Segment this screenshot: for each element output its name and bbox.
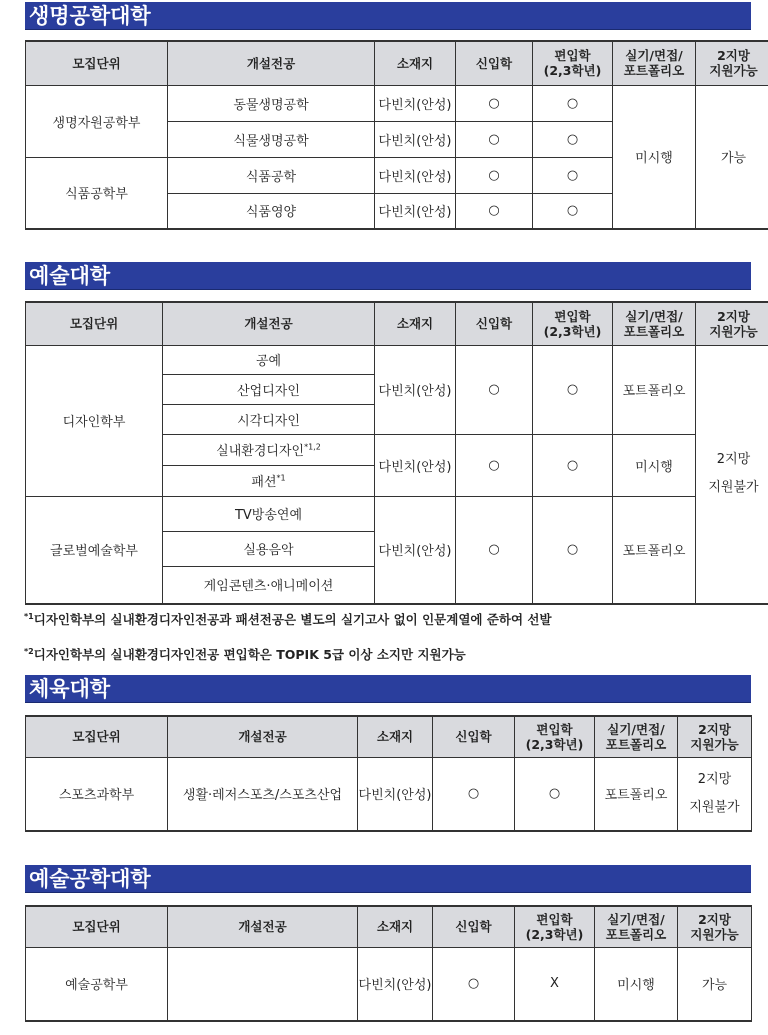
major-cell: 공예 [163, 345, 375, 374]
campus-cell: 다빈치(안성) [375, 434, 456, 496]
section-title-sports: 체육대학 [25, 675, 751, 703]
header-transfer: 편입학 (2,3학년) [515, 716, 595, 757]
campus-cell: 다빈치(안성) [375, 157, 456, 193]
transfer-cell: ○ [515, 757, 595, 831]
campus-cell: 다빈치(안성) [375, 345, 456, 434]
freshman-cell: ○ [433, 947, 515, 1021]
transfer-cell: ○ [533, 193, 613, 229]
major-cell: 식물생명공학 [168, 121, 375, 157]
second-choice-cell: 2지망 지원불가 [678, 757, 752, 831]
transfer-cell: ○ [533, 496, 613, 604]
major-cell: 실내환경디자인$^{*1,2}$ [163, 434, 375, 465]
transfer-cell: ○ [533, 345, 613, 434]
major-cell: 동물생명공학 [168, 85, 375, 121]
header-campus: 소재지 [358, 906, 433, 947]
transfer-cell: X [515, 947, 595, 1021]
major-cell: 산업디자인 [163, 374, 375, 404]
header-second-choice: 2지망 지원가능 [678, 716, 752, 757]
second-choice-cell: 가능 [678, 947, 752, 1021]
practical-cell: 미시행 [595, 947, 678, 1021]
campus-cell: 다빈치(안성) [375, 85, 456, 121]
unit-cell: 예술공학부 [26, 947, 168, 1021]
header-unit: 모집단위 [26, 906, 168, 947]
header-freshman: 신입학 [456, 41, 533, 85]
header-freshman: 신입학 [456, 302, 533, 345]
header-practical: 실기/면접/ 포트폴리오 [595, 716, 678, 757]
unit-cell: 스포츠과학부 [26, 757, 168, 831]
unit-cell: 글로벌예술학부 [26, 496, 163, 604]
header-practical: 실기/면접/ 포트폴리오 [595, 906, 678, 947]
freshman-cell: ○ [456, 345, 533, 434]
table-sports [25, 715, 752, 832]
unit-cell: 식품공학부 [26, 157, 168, 229]
freshman-cell: ○ [456, 157, 533, 193]
section-title-life-science: 생명공학대학 [25, 2, 751, 30]
header-campus: 소재지 [375, 41, 456, 85]
header-freshman: 신입학 [433, 716, 515, 757]
header-second-choice: 2지망 지원가능 [696, 302, 768, 345]
freshman-cell: ○ [456, 434, 533, 496]
freshman-cell: ○ [433, 757, 515, 831]
header-second-choice: 2지망 지원가능 [678, 906, 752, 947]
table-art-engineering [25, 905, 752, 1022]
header-unit: 모집단위 [26, 716, 168, 757]
practical-cell: 포트폴리오 [613, 496, 696, 604]
major-cell: 생활·레저스포츠/스포츠산업 [168, 757, 358, 831]
header-campus: 소재지 [375, 302, 456, 345]
footnote-2: $^{*2}$디자인학부의 실내환경디자인전공 편입학은 TOPIK 5급 이상 소지만 지원가능 [24, 646, 466, 662]
campus-cell: 다빈치(안성) [375, 496, 456, 604]
header-major: 개설전공 [168, 41, 375, 85]
major-cell: 식품영양 [168, 193, 375, 229]
header-unit: 모집단위 [26, 41, 168, 85]
header-practical: 실기/면접/ 포트폴리오 [613, 41, 696, 85]
freshman-cell: ○ [456, 496, 533, 604]
second-choice-cell: 가능 [696, 85, 768, 229]
campus-cell: 다빈치(안성) [375, 193, 456, 229]
major-cell: 시각디자인 [163, 404, 375, 434]
transfer-cell: ○ [533, 85, 613, 121]
second-choice-cell: 2지망 지원불가 [696, 345, 768, 604]
footnote-1: $^{*1}$디자인학부의 실내환경디자인전공과 패션전공은 별도의 실기고사 없이 인문계열에 준하여 선발 [24, 611, 552, 627]
major-cell: 게임콘텐츠·애니메이션 [163, 566, 375, 604]
freshman-cell: ○ [456, 193, 533, 229]
practical-cell: 미시행 [613, 434, 696, 496]
transfer-cell: ○ [533, 157, 613, 193]
header-transfer: 편입학 (2,3학년) [515, 906, 595, 947]
header-unit: 모집단위 [26, 302, 163, 345]
major-cell: TV방송연예 [163, 496, 375, 531]
header-major: 개설전공 [168, 906, 358, 947]
header-major: 개설전공 [168, 716, 358, 757]
freshman-cell: ○ [456, 85, 533, 121]
practical-cell: 포트폴리오 [595, 757, 678, 831]
unit-cell: 디자인학부 [26, 345, 163, 496]
campus-cell: 다빈치(안성) [375, 121, 456, 157]
unit-cell: 생명자원공학부 [26, 85, 168, 157]
practical-cell: 미시행 [613, 85, 696, 229]
section-title-arts: 예술대학 [25, 262, 751, 290]
major-cell: 식품공학 [168, 157, 375, 193]
campus-cell: 다빈치(안성) [358, 757, 433, 831]
freshman-cell: ○ [456, 121, 533, 157]
header-practical: 실기/면접/ 포트폴리오 [613, 302, 696, 345]
major-cell: 패션$^{*1}$ [163, 465, 375, 496]
table-life-science [25, 40, 768, 230]
header-campus: 소재지 [358, 716, 433, 757]
campus-cell: 다빈치(안성) [358, 947, 433, 1021]
header-transfer: 편입학 (2,3학년) [533, 302, 613, 345]
practical-cell: 포트폴리오 [613, 345, 696, 434]
header-freshman: 신입학 [433, 906, 515, 947]
header-transfer: 편입학 (2,3학년) [533, 41, 613, 85]
section-title-art-engineering: 예술공학대학 [25, 865, 751, 893]
table-arts [25, 301, 768, 605]
header-second-choice: 2지망 지원가능 [696, 41, 768, 85]
transfer-cell: ○ [533, 434, 613, 496]
header-major: 개설전공 [163, 302, 375, 345]
major-cell: 실용음악 [163, 531, 375, 566]
major-cell [168, 947, 358, 1021]
transfer-cell: ○ [533, 121, 613, 157]
